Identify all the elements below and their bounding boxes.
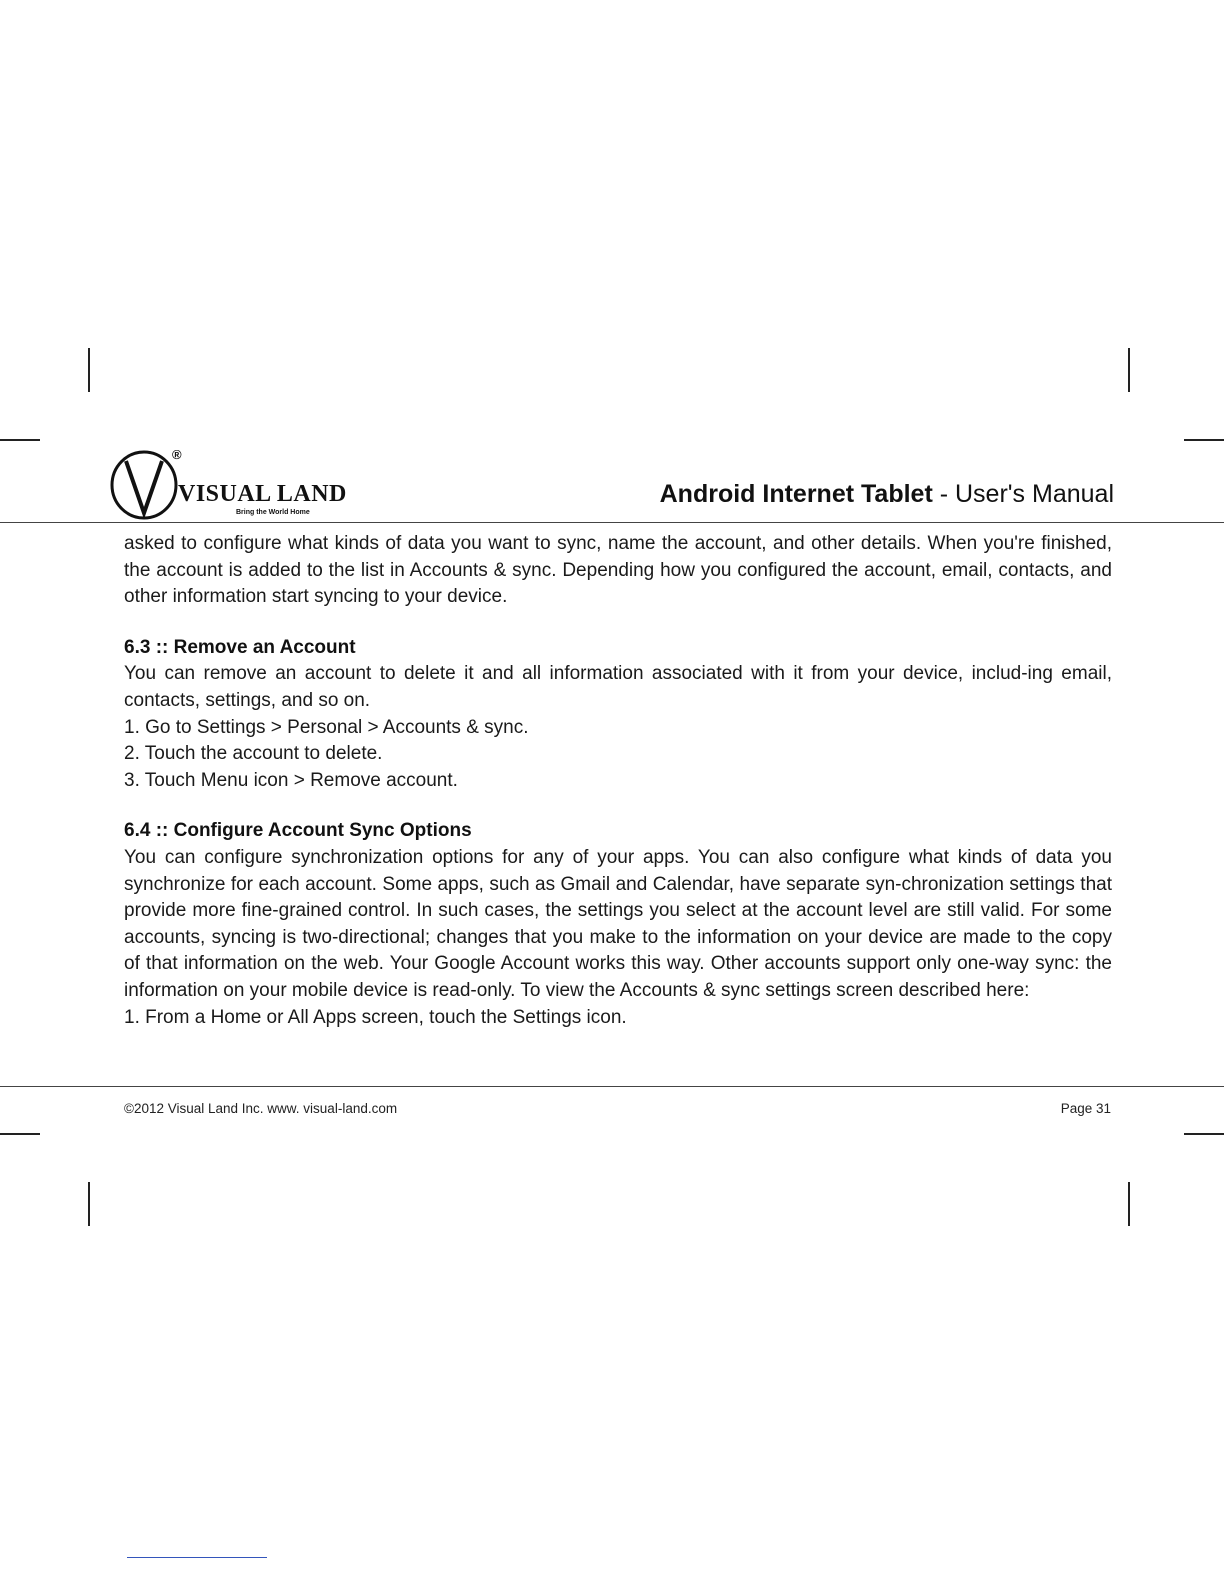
page-number: Page 31	[1060, 1101, 1111, 1116]
footer-divider	[0, 1086, 1224, 1087]
crop-mark-top-right-horizontal	[1184, 439, 1224, 441]
steps-list-sync-options	[124, 1005, 1112, 1032]
section-paragraph-remove-account: You can remove an account to delete it and all information associated with it from your device, includ-ing email, contacts, settings, and so on.	[124, 663, 1112, 711]
steps-list-remove-account	[124, 715, 1112, 795]
page-content	[124, 531, 1112, 1031]
list-item: 1. Go to Settings > Personal > Accounts & sync.	[124, 716, 529, 738]
brand-tagline: Bring the World Home	[236, 509, 310, 516]
section-heading-remove-account: 6.3 :: Remove an Account	[124, 636, 356, 658]
brand-logo	[108, 447, 358, 522]
crop-mark-bottom-right-vertical	[1128, 1182, 1130, 1226]
section-heading-sync-options: 6.4 :: Configure Account Sync Options	[124, 820, 472, 842]
manual-title-product: Android Internet Tablet	[659, 480, 933, 508]
manual-title-suffix: - User's Manual	[932, 480, 1114, 508]
section-paragraph-sync-options: You can configure synchronization options for any of your apps. You can also configure what kinds of data you synchronize for each account. Some apps, such as Gmail and Calendar, have separate syn-chronization settings that provide more fine-grained control. In such cases, the settings you select at the account level are still valid. For some accounts, syncing is two-directional; changes that you make to the information on your device are made to the copy of that information on the web. Your Google Account works this way. Other accounts support only one-way sync: the information on your mobile device is read-only. To view the Accounts & sync settings screen described here:	[124, 846, 1112, 1001]
crop-mark-bottom-right-horizontal	[1184, 1133, 1224, 1135]
manual-title	[660, 480, 1114, 509]
list-item: 2. Touch the account to delete.	[124, 743, 383, 765]
header-divider	[0, 522, 1224, 523]
list-item: 1. From a Home or All Apps screen, touch the Settings icon.	[124, 1006, 627, 1028]
brand-name: VISUAL LAND	[178, 481, 347, 507]
crop-mark-top-left-vertical	[88, 348, 90, 392]
registered-mark: ®	[172, 447, 182, 462]
crop-mark-top-right-vertical	[1128, 348, 1130, 392]
bottom-edge-line	[127, 1557, 267, 1558]
intro-paragraph: asked to configure what kinds of data you want to sync, name the account, and other details. When you're finished, the account is added to the list in Accounts & sync. Depending how you configured the account, email, contacts, and other information start syncing to your device.	[124, 533, 1112, 608]
brand-v-emblem-icon	[108, 447, 180, 522]
footer-copyright: ©2012 Visual Land Inc. www. visual-land.com	[124, 1101, 398, 1116]
crop-mark-top-left-horizontal	[0, 439, 40, 441]
crop-mark-bottom-left-vertical	[88, 1182, 90, 1226]
crop-mark-bottom-left-horizontal	[0, 1133, 40, 1135]
list-item: 3. Touch Menu icon > Remove account.	[124, 769, 458, 791]
